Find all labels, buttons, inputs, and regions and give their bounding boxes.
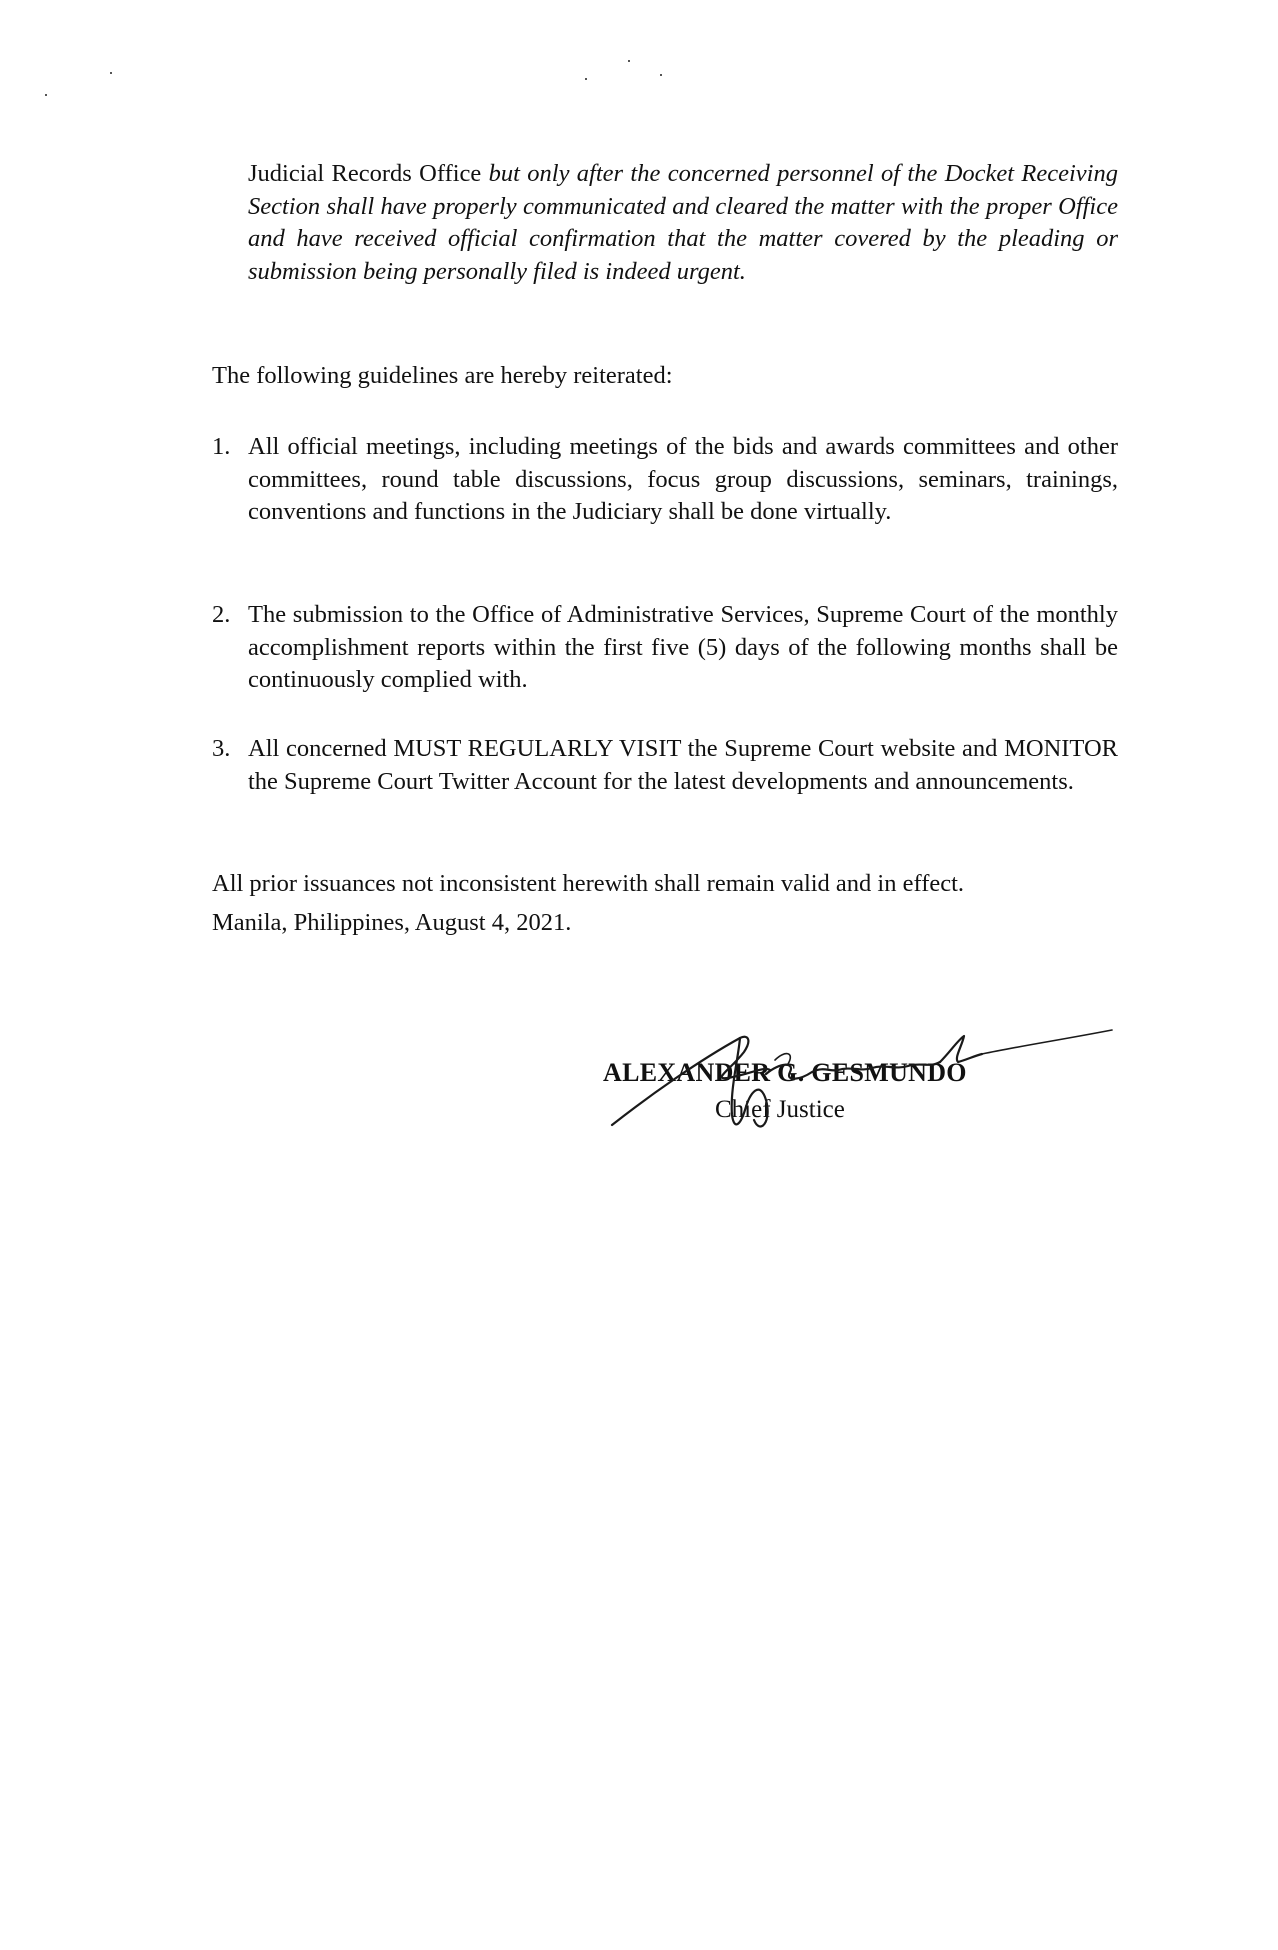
intro-italic-text: but only after the concerned personnel of the Docket Receiving Section shall have properly communicated and cleared the matter with the proper Office and have received official confirmation that the matter covered by the pleading or submission being personally filed is indeed urgent. xyxy=(248,160,1118,285)
place-and-date: Manila, Philippines, August 4, 2021. xyxy=(212,909,572,936)
guideline-text: The submission to the Office of Administrative Services, Supreme Court of the monthly accomplishment reports within the first five (5) days of the following months shall be continuously complied with. xyxy=(248,601,1118,693)
guideline-text: All concerned MUST REGULARLY VISIT the Supreme Court website and MONITOR the Supreme Court Twitter Account for the latest developments and announcements. xyxy=(248,735,1118,795)
guideline-item xyxy=(212,431,1118,529)
scan-speck xyxy=(585,78,587,80)
signatory-title: Chief Justice xyxy=(715,1096,845,1123)
guideline-number: 1. xyxy=(212,433,231,460)
prior-issuances-paragraph: All prior issuances not inconsistent herewith shall remain valid and in effect. xyxy=(212,870,965,897)
guideline-item xyxy=(212,733,1118,798)
signatory-name: ALEXANDER G. GESMUNDO xyxy=(603,1058,967,1087)
guidelines-lead: The following guidelines are hereby reiterated: xyxy=(212,362,673,389)
guideline-number: 2. xyxy=(212,601,231,628)
scan-speck xyxy=(660,74,662,76)
guideline-number: 3. xyxy=(212,735,231,762)
intro-paragraph xyxy=(248,158,1118,288)
guideline-text: All official meetings, including meetings of the bids and awards committees and other committees, round table discussions, focus group discussions, seminars, trainings, conventions and functions in the Judiciary shall be done virtually. xyxy=(248,433,1118,525)
guideline-item xyxy=(212,599,1118,697)
scan-speck xyxy=(628,60,630,62)
signature-block xyxy=(590,1000,1130,1160)
handwritten-signature xyxy=(590,1000,1130,1160)
intro-normal-text: Judicial Records Office xyxy=(248,160,482,187)
scan-speck xyxy=(110,72,112,74)
scan-speck xyxy=(45,94,47,96)
